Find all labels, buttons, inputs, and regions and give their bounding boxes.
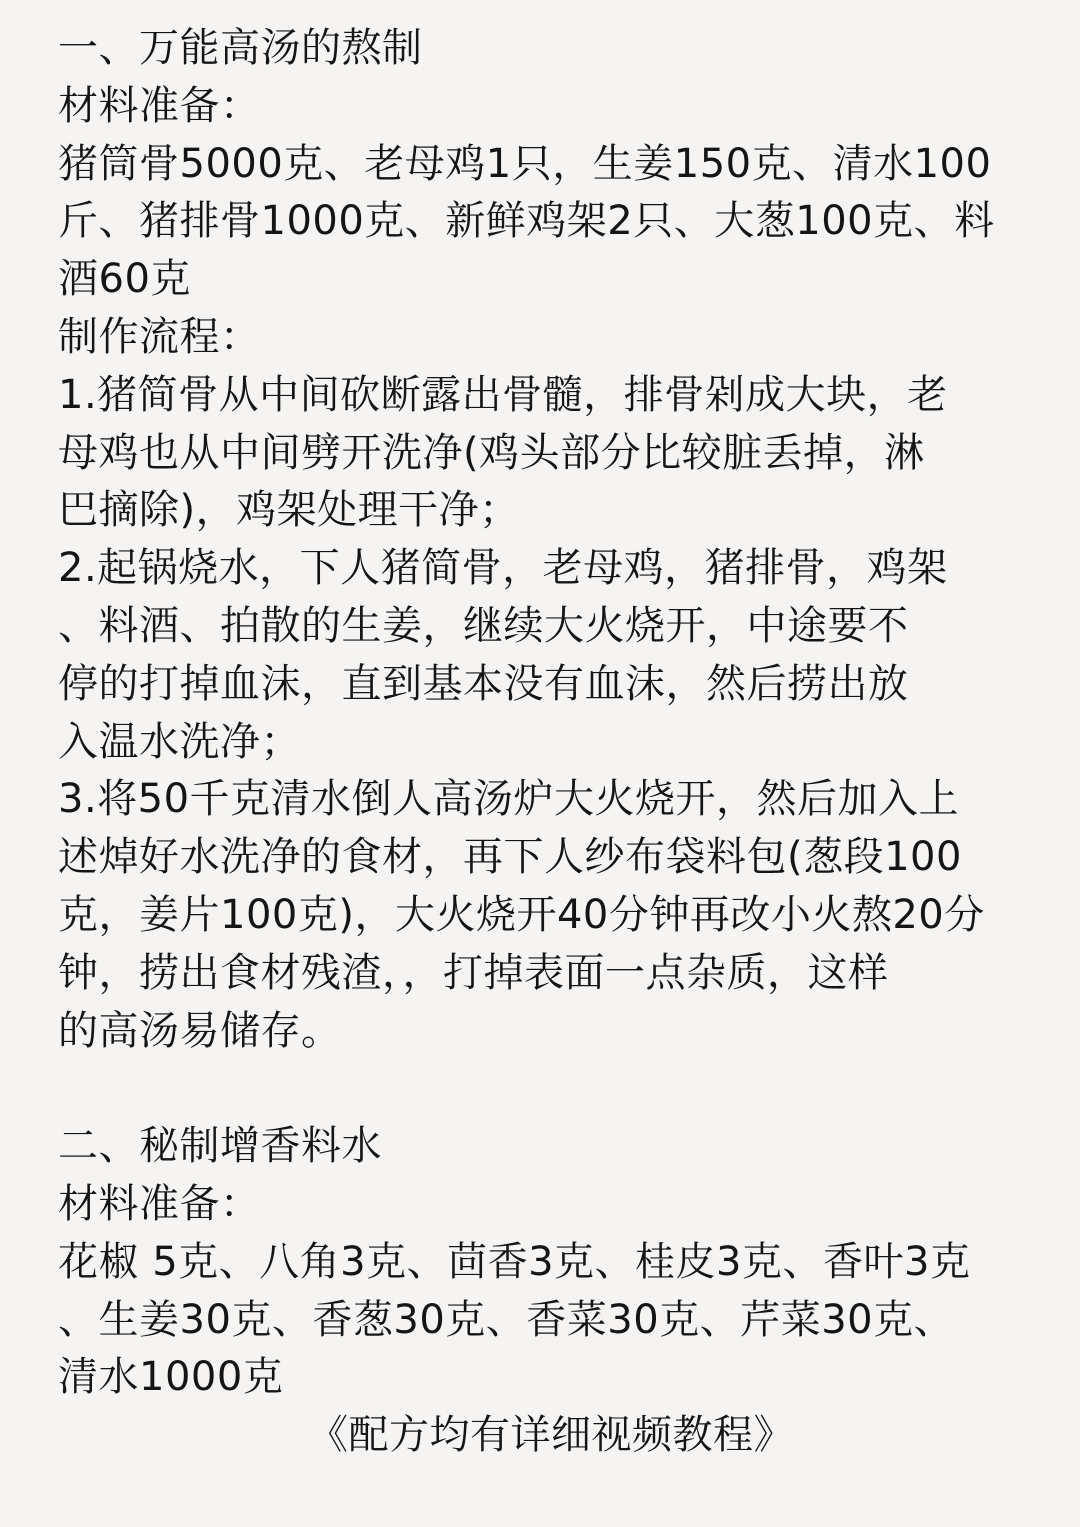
materials-line: 清水1000克 <box>58 1354 284 1401</box>
step-3-line: 钟，捞出食材残渣，，打掉表面一点杂质，这样 <box>58 949 889 996</box>
section-spice-water <box>58 1118 1022 1407</box>
video-tutorial-note: 《配方均有详细视频教程》 <box>308 1412 794 1459</box>
step-1-line: 巴摘除)，鸡架处理干净； <box>58 487 520 534</box>
materials-line: 、生姜30克、香葱30克、香菜30克、芹菜30克、 <box>58 1296 955 1343</box>
section-title: 二、秘制增香料水 <box>58 1123 382 1170</box>
step-2-line: 2.起锅烧水，下人猪简骨，老母鸡，猪排骨，鸡架 <box>58 545 948 592</box>
materials-line: 花椒 5克、八角3克、茴香3克、桂皮3克、香叶3克 <box>58 1238 971 1285</box>
section-title: 一、万能高汤的熬制 <box>58 25 423 71</box>
materials-line: 酒60克 <box>58 256 191 303</box>
step-1-line: 1.猪简骨从中间砍断露出骨髓，排骨剁成大块，老 <box>58 371 948 418</box>
step-2-line: 停的打掉血沫，直到基本没有血沫，然后捞出放 <box>58 660 909 707</box>
step-3-line: 3.将50千克清水倒人高汤炉大火烧开，然后加入上 <box>58 776 960 823</box>
materials-line: 猪筒骨5000克、老母鸡1只，生姜150克、清水100 <box>58 140 992 187</box>
step-3-line: 克，姜片100克)，大火烧开40分钟再改小火熬20分 <box>58 891 985 938</box>
process-heading: 制作流程： <box>58 313 261 360</box>
step-1-line: 母鸡也从中间劈开洗净(鸡头部分比较脏丢掉，淋 <box>58 429 925 476</box>
step-2-line: 、料酒、拍散的生姜，继续大火烧开，中途要不 <box>58 602 909 649</box>
section-spacer <box>58 1060 1022 1118</box>
materials-line: 斤、猪排骨1000克、新鲜鸡架2只、大葱100克、料 <box>58 198 995 245</box>
materials-heading: 材料准备： <box>58 82 261 129</box>
step-3-line: 的高汤易储存。 <box>58 1007 342 1054</box>
step-3-line: 述焯好水洗净的食材，再下人纱布袋料包(葱段100 <box>58 834 962 881</box>
step-2-line: 入温水洗净； <box>58 718 301 765</box>
section-broth <box>58 20 1022 1060</box>
materials-heading: 材料准备： <box>58 1180 261 1227</box>
